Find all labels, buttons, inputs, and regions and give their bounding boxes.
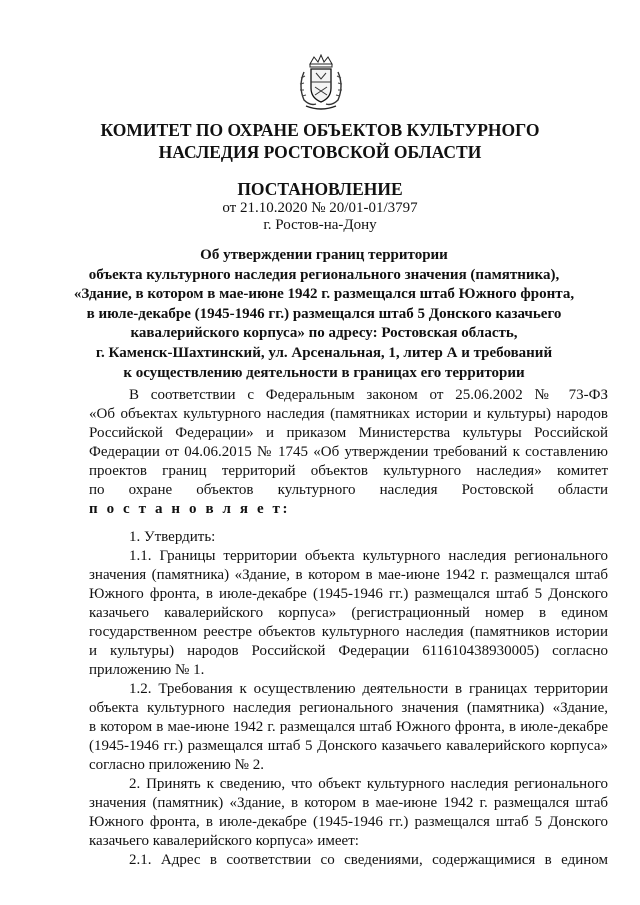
body-line: государственном реестре объектов культурного наследия (памятников истории bbox=[89, 624, 608, 640]
body-line: приложению № 1. bbox=[89, 662, 205, 678]
coat-of-arms-emblem bbox=[296, 54, 346, 112]
body-line: 1.2. Требования к осуществлению деятельности в границах территории bbox=[129, 681, 608, 697]
body-line: 1.1. Границы территории объекта культурного наследия регионального bbox=[129, 548, 608, 564]
body-line: В соответствии с Федеральным законом от 25.06.2002 № 73-ФЗ bbox=[129, 387, 608, 403]
body-line: (1945-1946 гг.) размещался штаб 5 Донского казачьего кавалерийского корпуса» bbox=[89, 738, 608, 754]
body-line: значения (памятника) «Здание, в котором в мае-июне 1942 г. размещался штаб bbox=[89, 567, 608, 583]
body-line: Южного фронта, в июле-декабре (1945-1946 гг.) размещался штаб 5 Донского bbox=[89, 586, 608, 602]
body-line: 1. Утвердить: bbox=[129, 529, 216, 545]
org-line-2: НАСЛЕДИЯ РОСТОВСКОЙ ОБЛАСТИ bbox=[158, 142, 482, 162]
document-type: ПОСТАНОВЛЕНИЕ bbox=[237, 179, 403, 199]
document-title bbox=[60, 246, 588, 383]
document-city: г. Ростов-на-Дону bbox=[263, 217, 377, 233]
body-line: 2. Принять к сведению, что объект культурного наследия регионального bbox=[129, 776, 608, 792]
body-line: объекта культурного наследия регионального значения (памятника) «Здание, bbox=[89, 700, 608, 716]
org-line-1: КОМИТЕТ ПО ОХРАНЕ ОБЪЕКТОВ КУЛЬТУРНОГО bbox=[100, 120, 540, 140]
body-line: и культуры) народов Российской Федерации 611610438930005) согласно bbox=[89, 643, 608, 659]
body-line: казачьего кавалерийского корпуса» имеет: bbox=[89, 833, 359, 849]
body-line: Южного фронта, в июле-декабре (1945-1946 гг.) размещался штаб 5 Донского bbox=[89, 814, 608, 830]
body-line: Федерации от 04.06.2015 № 1745 «Об утверждении требований к составлению bbox=[89, 444, 608, 460]
title-line: к осуществлению деятельности в границах его территории bbox=[123, 364, 525, 381]
document-date-number: от 21.10.2020 № 20/01-01/3797 bbox=[222, 200, 418, 216]
body-line: значения (памятник) «Здание, в котором в мае-июне 1942 г. размещался штаб bbox=[89, 795, 608, 811]
title-line: Об утверждении границ территории bbox=[200, 247, 448, 263]
body-line: 2.1. Адрес в соответствии со сведениями, содержащимися в едином bbox=[129, 852, 608, 868]
body-line: проектов границ территорий объектов культурного наследия» комитет bbox=[89, 463, 608, 479]
document-body bbox=[89, 386, 608, 870]
title-line: объекта культурного наследия регионального значения (памятника), bbox=[88, 266, 560, 283]
organization-name bbox=[0, 119, 640, 163]
title-line: в июле-декабре (1945-1946 гг.) размещался штаб 5 Донского казачьего bbox=[86, 305, 562, 322]
decree-word: п о с т а н о в л я е т: bbox=[89, 501, 291, 517]
body-line: казачьего кавалерийского корпуса» (регистрационный номер в едином bbox=[89, 605, 608, 621]
body-line: согласно приложению № 2. bbox=[89, 757, 264, 773]
title-line: кавалерийского корпуса» по адресу: Ростовская область, bbox=[130, 325, 518, 342]
body-line: Российской Федерации» и приказом Министерства культуры Российской bbox=[89, 425, 608, 441]
body-line: «Об объектах культурного наследия (памятниках истории и культуры) народов bbox=[89, 406, 608, 422]
body-line: по охране объектов культурного наследия Ростовской области bbox=[89, 482, 608, 498]
title-line: г. Каменск-Шахтинский, ул. Арсенальная, 1, литер А и требований bbox=[95, 344, 553, 361]
title-line: «Здание, в котором в мае-июне 1942 г. размещался штаб Южного фронта, bbox=[73, 286, 575, 303]
body-line: в котором в мае-июне 1942 г. размещался штаб Южного фронта, в июле-декабре bbox=[89, 719, 608, 735]
